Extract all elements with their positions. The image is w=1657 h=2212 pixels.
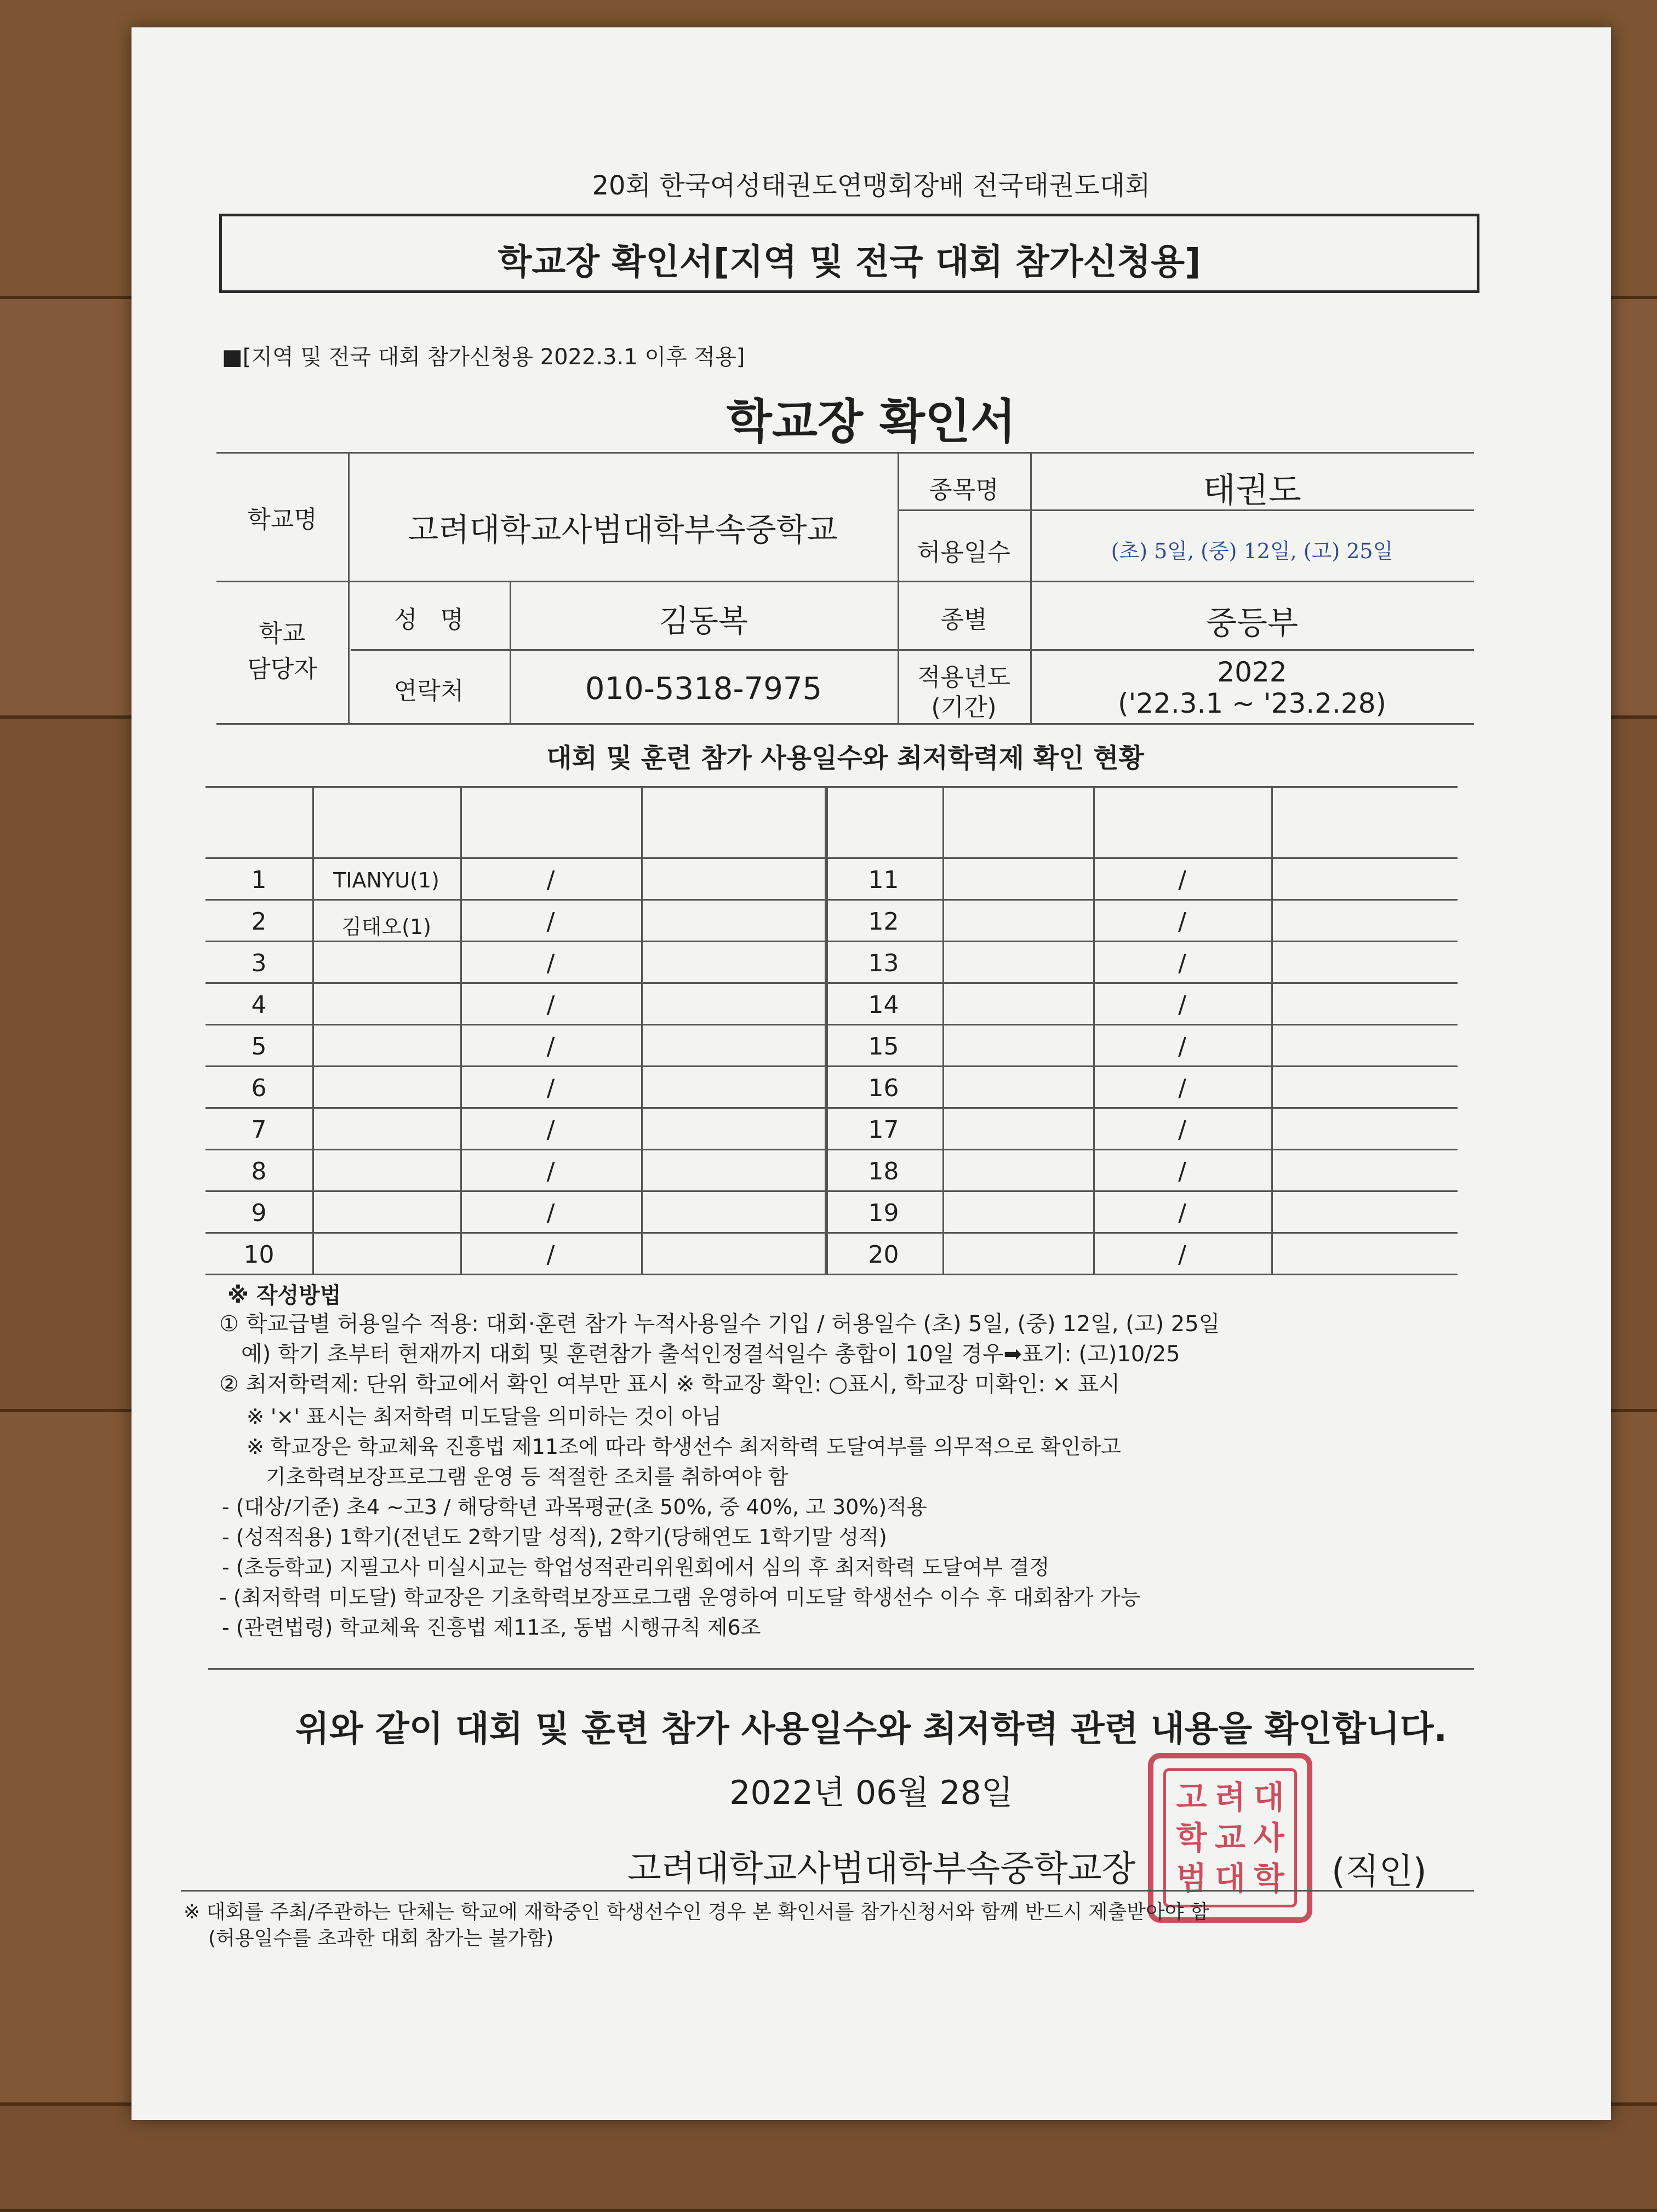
table-line <box>641 786 643 1274</box>
row-days: / <box>546 866 555 894</box>
school-name-value: 고려대학교사범대학부속중학교 <box>408 511 838 548</box>
wood-plank <box>0 2106 1657 2212</box>
note-line: ② 최저학력제: 단위 학교에서 확인 여부만 표시 ※ 학교장 확인: ○표시, 학교장 미확인: × 표시 <box>219 1372 1121 1397</box>
note-line: 예) 학기 초부터 현재까지 대회 및 훈련참가 출석인정결석일수 총합이 10일 경우➡표기: (고)10/25 <box>241 1342 1180 1367</box>
table-line <box>205 1190 1458 1192</box>
contact-label: 연락처 <box>393 677 464 705</box>
event-title: 20회 한국여성태권도연맹회장배 전국태권도대회 <box>592 170 1151 201</box>
box-title: 학교장 확인서[지역 및 전국 대회 참가신청용] <box>498 242 1201 283</box>
row-name: 김태오(1) <box>341 915 431 939</box>
note-line: - (대상/기준) 초4 ~고3 / 해당학년 과목평균(초 50%, 중 40%, 고 30%)적용 <box>222 1495 927 1519</box>
row-days: / <box>546 949 555 977</box>
row-days: / <box>1178 1033 1186 1061</box>
manager-label-2: 담당자 <box>247 655 317 683</box>
note-line: - (관련법령) 학교체육 진흥법 제11조, 동법 시행규칙 제6조 <box>222 1615 761 1640</box>
seal-character: 사 <box>1253 1819 1284 1856</box>
row-days: / <box>1178 1116 1186 1144</box>
doc-title: 학교장 확인서 <box>726 394 1016 449</box>
table-line <box>205 1232 1458 1234</box>
row-number: 4 <box>251 991 267 1019</box>
row-number: 18 <box>868 1157 899 1185</box>
table-line <box>1271 786 1273 1274</box>
division-label: 종별 <box>940 606 987 634</box>
notes-bottom-rule <box>208 1668 1474 1670</box>
notes-heading: ※ 작성방법 <box>227 1283 341 1308</box>
row-days: / <box>546 1241 555 1269</box>
row-number: 16 <box>868 1074 899 1102</box>
row-days: / <box>546 1033 555 1061</box>
row-days: / <box>546 1074 555 1102</box>
table-line <box>205 786 1458 788</box>
table-line <box>205 1107 1458 1109</box>
row-days: / <box>1178 1157 1186 1185</box>
confirmation-statement: 위와 같이 대회 및 훈련 참가 사용일수와 최저학력 관련 내용을 확인합니다. <box>295 1709 1447 1750</box>
row-number: 17 <box>868 1116 899 1144</box>
seal-character: 고 <box>1176 1779 1207 1816</box>
row-number: 6 <box>251 1074 267 1102</box>
allowed-days-label: 허용일수 <box>917 538 1010 566</box>
row-number: 19 <box>868 1199 899 1227</box>
table-line <box>205 982 1458 984</box>
seal-character: 범 <box>1176 1860 1207 1897</box>
year-label-2: (기간) <box>931 694 997 721</box>
table-line <box>205 899 1458 901</box>
row-days: / <box>1178 866 1186 894</box>
row-days: / <box>1178 991 1186 1019</box>
note-line: - (최저학력 미도달) 학교장은 기초학력보장프로그램 운영하여 미도달 학생선수 이수 후 대회참가 가능 <box>219 1585 1141 1609</box>
seal-character: 학 <box>1176 1819 1207 1856</box>
footer-line-1: ※ 대회를 주최/주관하는 단체는 학교에 재학중인 학생선수인 경우 본 확인서를 참가신청서와 함께 반드시 제출받아야 함 <box>184 1901 1209 1923</box>
seal-character: 학 <box>1253 1860 1284 1897</box>
name-label: 성 명 <box>394 606 464 634</box>
seal-character: 교 <box>1214 1819 1245 1856</box>
row-days: / <box>546 908 555 936</box>
row-days: / <box>546 1199 555 1227</box>
row-days: / <box>1178 1074 1186 1102</box>
row-days: / <box>546 991 555 1019</box>
apply-note: ■[지역 및 전국 대회 참가신청용 2022.3.1 이후 적용] <box>222 345 745 370</box>
name-value: 김동복 <box>659 604 748 639</box>
table-line <box>942 786 944 1274</box>
table-line <box>312 786 314 1274</box>
manager-label-1: 학교 <box>259 620 306 647</box>
confirmation-date: 2022년 06월 28일 <box>729 1774 1013 1812</box>
row-number: 7 <box>251 1116 267 1144</box>
document-page <box>132 27 1611 2120</box>
row-number: 11 <box>868 866 899 894</box>
note-line: ※ '×' 표시는 최저학력 미도달을 의미하는 것이 아님 <box>247 1405 722 1429</box>
row-number: 5 <box>251 1033 267 1061</box>
note-line: - (성적적용) 1학기(전년도 2학기말 성적), 2학기(당해연도 1학기말 성적) <box>222 1525 887 1549</box>
row-days: / <box>546 1116 555 1144</box>
table-title: 대회 및 훈련 참가 사용일수와 최저학력제 확인 현황 <box>546 743 1144 773</box>
table-line <box>205 857 1458 859</box>
seal-label: (직인) <box>1332 1852 1427 1892</box>
row-name: TIANYU(1) <box>333 868 439 892</box>
row-number: 20 <box>868 1241 899 1269</box>
row-days: / <box>1178 1199 1186 1227</box>
table-line <box>826 786 828 1274</box>
row-number: 9 <box>251 1199 267 1227</box>
row-number: 14 <box>868 991 899 1019</box>
table-line <box>205 1149 1458 1150</box>
table-line <box>205 1274 1458 1275</box>
row-days: / <box>1178 1241 1186 1269</box>
row-number: 12 <box>868 908 899 936</box>
note-line: - (초등학교) 지필고사 미실시교는 학업성적관리위원회에서 심의 후 최저학력 도달여부 결정 <box>222 1555 1050 1579</box>
year-value: 2022 <box>1217 656 1287 688</box>
row-days: / <box>546 1157 555 1185</box>
signer-name: 고려대학교사범대학부속중학교장 <box>627 1849 1136 1889</box>
seal-character: 대 <box>1253 1779 1284 1816</box>
row-days: / <box>1178 908 1186 936</box>
year-label-1: 적용년도 <box>917 663 1010 691</box>
seal-character: 대 <box>1214 1860 1245 1897</box>
division-value: 중등부 <box>1205 604 1299 641</box>
period-value: ('22.3.1 ~ '23.2.28) <box>1117 687 1387 719</box>
contact-value: 010-5318-7975 <box>585 671 822 707</box>
note-line: ① 학교급별 허용일수 적용: 대회·훈련 참가 누적사용일수 기입 / 허용일수 (초) 5일, (중) 12일, (고) 25일 <box>219 1311 1220 1337</box>
row-days: / <box>1178 949 1186 977</box>
row-number: 1 <box>251 866 267 894</box>
note-line: 기초학력보장프로그램 운영 등 적절한 조치를 취하여야 함 <box>266 1465 788 1489</box>
school-name-label: 학교명 <box>247 506 317 534</box>
table-line <box>205 1065 1458 1067</box>
allowed-days-value: (초) 5일, (중) 12일, (고) 25일 <box>1111 539 1393 563</box>
row-number: 10 <box>243 1241 275 1269</box>
event-value: 태권도 <box>1203 470 1301 510</box>
seal-character: 려 <box>1214 1779 1245 1816</box>
row-number: 8 <box>251 1157 267 1185</box>
footer-line-2: (허용일수를 초과한 대회 참가는 불가함) <box>208 1927 554 1950</box>
row-number: 2 <box>251 908 267 936</box>
table-line <box>205 941 1458 942</box>
table-line <box>205 1024 1458 1025</box>
footer-rule <box>181 1890 1474 1892</box>
row-number: 3 <box>251 949 267 977</box>
event-label: 종목명 <box>929 476 999 504</box>
row-number: 15 <box>868 1033 899 1061</box>
row-number: 13 <box>868 949 899 977</box>
note-line: ※ 학교장은 학교체육 진흥법 제11조에 따라 학생선수 최저학력 도달여부를 의무적으로 확인하고 <box>247 1435 1121 1459</box>
